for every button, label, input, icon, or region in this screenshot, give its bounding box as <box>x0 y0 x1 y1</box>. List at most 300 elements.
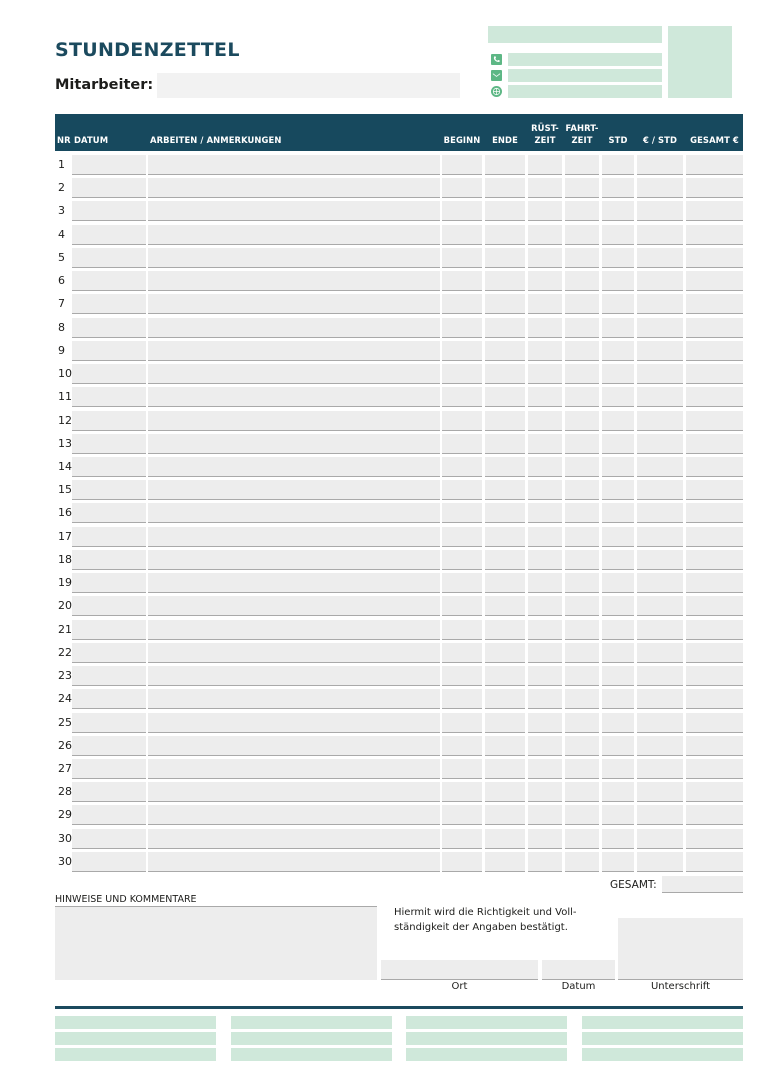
ruestzeit-cell[interactable] <box>528 736 562 756</box>
ruestzeit-cell[interactable] <box>528 364 562 384</box>
ende-cell[interactable] <box>485 294 525 314</box>
phone-field[interactable] <box>508 53 662 66</box>
std-cell[interactable] <box>602 364 634 384</box>
gesamt-cell[interactable] <box>686 503 743 523</box>
arbeiten-cell[interactable] <box>148 713 440 733</box>
beginn-cell[interactable] <box>442 248 482 268</box>
std-cell[interactable] <box>602 666 634 686</box>
arbeiten-cell[interactable] <box>148 527 440 547</box>
std-cell[interactable] <box>602 480 634 500</box>
datum-cell[interactable] <box>72 271 146 291</box>
fahrtzeit-cell[interactable] <box>565 759 599 779</box>
datum-cell[interactable] <box>72 411 146 431</box>
eur-std-cell[interactable] <box>637 294 683 314</box>
beginn-cell[interactable] <box>442 829 482 849</box>
eur-std-cell[interactable] <box>637 829 683 849</box>
beginn-cell[interactable] <box>442 201 482 221</box>
ruestzeit-cell[interactable] <box>528 550 562 570</box>
ende-cell[interactable] <box>485 643 525 663</box>
arbeiten-cell[interactable] <box>148 434 440 454</box>
beginn-cell[interactable] <box>442 759 482 779</box>
eur-std-cell[interactable] <box>637 550 683 570</box>
arbeiten-cell[interactable] <box>148 201 440 221</box>
arbeiten-cell[interactable] <box>148 643 440 663</box>
std-cell[interactable] <box>602 155 634 175</box>
fahrtzeit-cell[interactable] <box>565 782 599 802</box>
beginn-cell[interactable] <box>442 503 482 523</box>
datum-cell[interactable] <box>72 666 146 686</box>
beginn-cell[interactable] <box>442 736 482 756</box>
datum-cell[interactable] <box>72 573 146 593</box>
std-cell[interactable] <box>602 759 634 779</box>
ende-cell[interactable] <box>485 503 525 523</box>
notes-field[interactable] <box>55 906 377 980</box>
ruestzeit-cell[interactable] <box>528 318 562 338</box>
datum-cell[interactable] <box>72 596 146 616</box>
datum-cell[interactable] <box>72 248 146 268</box>
beginn-cell[interactable] <box>442 480 482 500</box>
gesamt-cell[interactable] <box>686 387 743 407</box>
gesamt-cell[interactable] <box>686 527 743 547</box>
datum-cell[interactable] <box>72 713 146 733</box>
ruestzeit-cell[interactable] <box>528 689 562 709</box>
arbeiten-cell[interactable] <box>148 620 440 640</box>
gesamt-cell[interactable] <box>686 573 743 593</box>
ruestzeit-cell[interactable] <box>528 573 562 593</box>
gesamt-cell[interactable] <box>686 852 743 872</box>
std-cell[interactable] <box>602 713 634 733</box>
ruestzeit-cell[interactable] <box>528 713 562 733</box>
eur-std-cell[interactable] <box>637 503 683 523</box>
footer-info-field[interactable] <box>582 1032 743 1045</box>
datum-cell[interactable] <box>72 178 146 198</box>
gesamt-cell[interactable] <box>686 829 743 849</box>
fahrtzeit-cell[interactable] <box>565 318 599 338</box>
gesamt-cell[interactable] <box>686 201 743 221</box>
fahrtzeit-cell[interactable] <box>565 271 599 291</box>
footer-info-field[interactable] <box>231 1032 392 1045</box>
footer-info-field[interactable] <box>582 1016 743 1029</box>
arbeiten-cell[interactable] <box>148 364 440 384</box>
eur-std-cell[interactable] <box>637 271 683 291</box>
ruestzeit-cell[interactable] <box>528 527 562 547</box>
arbeiten-cell[interactable] <box>148 782 440 802</box>
arbeiten-cell[interactable] <box>148 759 440 779</box>
ruestzeit-cell[interactable] <box>528 457 562 477</box>
ruestzeit-cell[interactable] <box>528 782 562 802</box>
beginn-cell[interactable] <box>442 411 482 431</box>
company-name-field[interactable] <box>488 26 662 43</box>
ende-cell[interactable] <box>485 829 525 849</box>
std-cell[interactable] <box>602 387 634 407</box>
arbeiten-cell[interactable] <box>148 294 440 314</box>
fahrtzeit-cell[interactable] <box>565 620 599 640</box>
datum-cell[interactable] <box>72 829 146 849</box>
eur-std-cell[interactable] <box>637 248 683 268</box>
fahrtzeit-cell[interactable] <box>565 689 599 709</box>
arbeiten-cell[interactable] <box>148 457 440 477</box>
ruestzeit-cell[interactable] <box>528 271 562 291</box>
fahrtzeit-cell[interactable] <box>565 411 599 431</box>
footer-info-field[interactable] <box>55 1016 216 1029</box>
gesamt-cell[interactable] <box>686 643 743 663</box>
fahrtzeit-cell[interactable] <box>565 736 599 756</box>
eur-std-cell[interactable] <box>637 643 683 663</box>
datum-cell[interactable] <box>72 318 146 338</box>
datum-cell[interactable] <box>72 457 146 477</box>
beginn-cell[interactable] <box>442 178 482 198</box>
beginn-cell[interactable] <box>442 457 482 477</box>
gesamt-cell[interactable] <box>686 759 743 779</box>
arbeiten-cell[interactable] <box>148 573 440 593</box>
date-field[interactable] <box>542 960 615 980</box>
eur-std-cell[interactable] <box>637 782 683 802</box>
datum-cell[interactable] <box>72 155 146 175</box>
datum-cell[interactable] <box>72 689 146 709</box>
beginn-cell[interactable] <box>442 620 482 640</box>
gesamt-cell[interactable] <box>686 155 743 175</box>
email-field[interactable] <box>508 69 662 82</box>
gesamt-cell[interactable] <box>686 620 743 640</box>
beginn-cell[interactable] <box>442 689 482 709</box>
ende-cell[interactable] <box>485 341 525 361</box>
std-cell[interactable] <box>602 689 634 709</box>
eur-std-cell[interactable] <box>637 201 683 221</box>
fahrtzeit-cell[interactable] <box>565 852 599 872</box>
beginn-cell[interactable] <box>442 550 482 570</box>
ruestzeit-cell[interactable] <box>528 294 562 314</box>
eur-std-cell[interactable] <box>637 805 683 825</box>
eur-std-cell[interactable] <box>637 736 683 756</box>
eur-std-cell[interactable] <box>637 364 683 384</box>
std-cell[interactable] <box>602 620 634 640</box>
std-cell[interactable] <box>602 248 634 268</box>
ruestzeit-cell[interactable] <box>528 805 562 825</box>
beginn-cell[interactable] <box>442 782 482 802</box>
footer-info-field[interactable] <box>231 1016 392 1029</box>
datum-cell[interactable] <box>72 341 146 361</box>
datum-cell[interactable] <box>72 201 146 221</box>
fahrtzeit-cell[interactable] <box>565 294 599 314</box>
fahrtzeit-cell[interactable] <box>565 829 599 849</box>
ruestzeit-cell[interactable] <box>528 480 562 500</box>
eur-std-cell[interactable] <box>637 457 683 477</box>
total-field[interactable] <box>662 876 743 893</box>
datum-cell[interactable] <box>72 782 146 802</box>
beginn-cell[interactable] <box>442 805 482 825</box>
ende-cell[interactable] <box>485 759 525 779</box>
arbeiten-cell[interactable] <box>148 805 440 825</box>
std-cell[interactable] <box>602 503 634 523</box>
footer-info-field[interactable] <box>406 1048 567 1061</box>
fahrtzeit-cell[interactable] <box>565 225 599 245</box>
ende-cell[interactable] <box>485 782 525 802</box>
fahrtzeit-cell[interactable] <box>565 643 599 663</box>
gesamt-cell[interactable] <box>686 294 743 314</box>
arbeiten-cell[interactable] <box>148 318 440 338</box>
signature-field[interactable] <box>618 918 743 980</box>
std-cell[interactable] <box>602 527 634 547</box>
arbeiten-cell[interactable] <box>148 411 440 431</box>
std-cell[interactable] <box>602 573 634 593</box>
employee-field[interactable] <box>157 73 460 98</box>
eur-std-cell[interactable] <box>637 596 683 616</box>
datum-cell[interactable] <box>72 805 146 825</box>
ende-cell[interactable] <box>485 178 525 198</box>
ruestzeit-cell[interactable] <box>528 643 562 663</box>
ruestzeit-cell[interactable] <box>528 387 562 407</box>
ende-cell[interactable] <box>485 457 525 477</box>
beginn-cell[interactable] <box>442 852 482 872</box>
fahrtzeit-cell[interactable] <box>565 201 599 221</box>
ruestzeit-cell[interactable] <box>528 201 562 221</box>
gesamt-cell[interactable] <box>686 364 743 384</box>
arbeiten-cell[interactable] <box>148 178 440 198</box>
gesamt-cell[interactable] <box>686 480 743 500</box>
ende-cell[interactable] <box>485 852 525 872</box>
beginn-cell[interactable] <box>442 318 482 338</box>
std-cell[interactable] <box>602 782 634 802</box>
fahrtzeit-cell[interactable] <box>565 457 599 477</box>
std-cell[interactable] <box>602 829 634 849</box>
gesamt-cell[interactable] <box>686 341 743 361</box>
gesamt-cell[interactable] <box>686 596 743 616</box>
datum-cell[interactable] <box>72 852 146 872</box>
std-cell[interactable] <box>602 550 634 570</box>
datum-cell[interactable] <box>72 736 146 756</box>
ruestzeit-cell[interactable] <box>528 666 562 686</box>
logo-placeholder[interactable] <box>668 26 732 98</box>
fahrtzeit-cell[interactable] <box>565 596 599 616</box>
arbeiten-cell[interactable] <box>148 666 440 686</box>
ende-cell[interactable] <box>485 736 525 756</box>
ruestzeit-cell[interactable] <box>528 434 562 454</box>
arbeiten-cell[interactable] <box>148 689 440 709</box>
std-cell[interactable] <box>602 457 634 477</box>
ende-cell[interactable] <box>485 434 525 454</box>
eur-std-cell[interactable] <box>637 620 683 640</box>
fahrtzeit-cell[interactable] <box>565 364 599 384</box>
eur-std-cell[interactable] <box>637 480 683 500</box>
gesamt-cell[interactable] <box>686 225 743 245</box>
eur-std-cell[interactable] <box>637 178 683 198</box>
beginn-cell[interactable] <box>442 434 482 454</box>
gesamt-cell[interactable] <box>686 457 743 477</box>
ruestzeit-cell[interactable] <box>528 852 562 872</box>
arbeiten-cell[interactable] <box>148 736 440 756</box>
eur-std-cell[interactable] <box>637 341 683 361</box>
std-cell[interactable] <box>602 411 634 431</box>
std-cell[interactable] <box>602 736 634 756</box>
arbeiten-cell[interactable] <box>148 829 440 849</box>
datum-cell[interactable] <box>72 225 146 245</box>
std-cell[interactable] <box>602 225 634 245</box>
beginn-cell[interactable] <box>442 271 482 291</box>
ende-cell[interactable] <box>485 201 525 221</box>
gesamt-cell[interactable] <box>686 434 743 454</box>
fahrtzeit-cell[interactable] <box>565 387 599 407</box>
fahrtzeit-cell[interactable] <box>565 434 599 454</box>
std-cell[interactable] <box>602 294 634 314</box>
ende-cell[interactable] <box>485 155 525 175</box>
beginn-cell[interactable] <box>442 643 482 663</box>
beginn-cell[interactable] <box>442 387 482 407</box>
ruestzeit-cell[interactable] <box>528 341 562 361</box>
fahrtzeit-cell[interactable] <box>565 178 599 198</box>
gesamt-cell[interactable] <box>686 178 743 198</box>
ruestzeit-cell[interactable] <box>528 759 562 779</box>
beginn-cell[interactable] <box>442 364 482 384</box>
place-field[interactable] <box>381 960 538 980</box>
std-cell[interactable] <box>602 643 634 663</box>
ende-cell[interactable] <box>485 805 525 825</box>
ende-cell[interactable] <box>485 573 525 593</box>
datum-cell[interactable] <box>72 550 146 570</box>
ende-cell[interactable] <box>485 411 525 431</box>
gesamt-cell[interactable] <box>686 736 743 756</box>
ende-cell[interactable] <box>485 318 525 338</box>
eur-std-cell[interactable] <box>637 225 683 245</box>
gesamt-cell[interactable] <box>686 666 743 686</box>
std-cell[interactable] <box>602 596 634 616</box>
ruestzeit-cell[interactable] <box>528 411 562 431</box>
fahrtzeit-cell[interactable] <box>565 341 599 361</box>
arbeiten-cell[interactable] <box>148 550 440 570</box>
ruestzeit-cell[interactable] <box>528 155 562 175</box>
arbeiten-cell[interactable] <box>148 155 440 175</box>
ruestzeit-cell[interactable] <box>528 225 562 245</box>
beginn-cell[interactable] <box>442 155 482 175</box>
fahrtzeit-cell[interactable] <box>565 527 599 547</box>
eur-std-cell[interactable] <box>637 759 683 779</box>
datum-cell[interactable] <box>72 527 146 547</box>
beginn-cell[interactable] <box>442 527 482 547</box>
arbeiten-cell[interactable] <box>148 271 440 291</box>
ende-cell[interactable] <box>485 271 525 291</box>
eur-std-cell[interactable] <box>637 852 683 872</box>
beginn-cell[interactable] <box>442 341 482 361</box>
eur-std-cell[interactable] <box>637 527 683 547</box>
eur-std-cell[interactable] <box>637 713 683 733</box>
footer-info-field[interactable] <box>55 1048 216 1061</box>
arbeiten-cell[interactable] <box>148 503 440 523</box>
gesamt-cell[interactable] <box>686 805 743 825</box>
ende-cell[interactable] <box>485 480 525 500</box>
ende-cell[interactable] <box>485 364 525 384</box>
std-cell[interactable] <box>602 271 634 291</box>
ende-cell[interactable] <box>485 713 525 733</box>
beginn-cell[interactable] <box>442 294 482 314</box>
ruestzeit-cell[interactable] <box>528 503 562 523</box>
footer-info-field[interactable] <box>55 1032 216 1045</box>
fahrtzeit-cell[interactable] <box>565 480 599 500</box>
ende-cell[interactable] <box>485 248 525 268</box>
fahrtzeit-cell[interactable] <box>565 713 599 733</box>
ende-cell[interactable] <box>485 225 525 245</box>
footer-info-field[interactable] <box>582 1048 743 1061</box>
arbeiten-cell[interactable] <box>148 248 440 268</box>
ende-cell[interactable] <box>485 620 525 640</box>
datum-cell[interactable] <box>72 480 146 500</box>
beginn-cell[interactable] <box>442 225 482 245</box>
arbeiten-cell[interactable] <box>148 480 440 500</box>
datum-cell[interactable] <box>72 759 146 779</box>
fahrtzeit-cell[interactable] <box>565 666 599 686</box>
gesamt-cell[interactable] <box>686 411 743 431</box>
ende-cell[interactable] <box>485 527 525 547</box>
ende-cell[interactable] <box>485 387 525 407</box>
std-cell[interactable] <box>602 805 634 825</box>
arbeiten-cell[interactable] <box>148 341 440 361</box>
website-field[interactable] <box>508 85 662 98</box>
fahrtzeit-cell[interactable] <box>565 805 599 825</box>
eur-std-cell[interactable] <box>637 434 683 454</box>
ende-cell[interactable] <box>485 666 525 686</box>
datum-cell[interactable] <box>72 364 146 384</box>
eur-std-cell[interactable] <box>637 411 683 431</box>
std-cell[interactable] <box>602 341 634 361</box>
fahrtzeit-cell[interactable] <box>565 573 599 593</box>
ende-cell[interactable] <box>485 550 525 570</box>
gesamt-cell[interactable] <box>686 689 743 709</box>
std-cell[interactable] <box>602 318 634 338</box>
arbeiten-cell[interactable] <box>148 387 440 407</box>
ende-cell[interactable] <box>485 596 525 616</box>
std-cell[interactable] <box>602 178 634 198</box>
gesamt-cell[interactable] <box>686 271 743 291</box>
ruestzeit-cell[interactable] <box>528 178 562 198</box>
eur-std-cell[interactable] <box>637 318 683 338</box>
datum-cell[interactable] <box>72 643 146 663</box>
beginn-cell[interactable] <box>442 573 482 593</box>
std-cell[interactable] <box>602 434 634 454</box>
beginn-cell[interactable] <box>442 596 482 616</box>
eur-std-cell[interactable] <box>637 666 683 686</box>
gesamt-cell[interactable] <box>686 318 743 338</box>
arbeiten-cell[interactable] <box>148 596 440 616</box>
eur-std-cell[interactable] <box>637 689 683 709</box>
fahrtzeit-cell[interactable] <box>565 155 599 175</box>
fahrtzeit-cell[interactable] <box>565 503 599 523</box>
datum-cell[interactable] <box>72 503 146 523</box>
arbeiten-cell[interactable] <box>148 852 440 872</box>
gesamt-cell[interactable] <box>686 782 743 802</box>
datum-cell[interactable] <box>72 387 146 407</box>
datum-cell[interactable] <box>72 434 146 454</box>
footer-info-field[interactable] <box>406 1032 567 1045</box>
eur-std-cell[interactable] <box>637 573 683 593</box>
ruestzeit-cell[interactable] <box>528 248 562 268</box>
gesamt-cell[interactable] <box>686 550 743 570</box>
std-cell[interactable] <box>602 201 634 221</box>
datum-cell[interactable] <box>72 620 146 640</box>
footer-info-field[interactable] <box>406 1016 567 1029</box>
fahrtzeit-cell[interactable] <box>565 248 599 268</box>
gesamt-cell[interactable] <box>686 248 743 268</box>
ruestzeit-cell[interactable] <box>528 620 562 640</box>
gesamt-cell[interactable] <box>686 713 743 733</box>
ruestzeit-cell[interactable] <box>528 829 562 849</box>
eur-std-cell[interactable] <box>637 387 683 407</box>
footer-info-field[interactable] <box>231 1048 392 1061</box>
ende-cell[interactable] <box>485 689 525 709</box>
beginn-cell[interactable] <box>442 713 482 733</box>
beginn-cell[interactable] <box>442 666 482 686</box>
datum-cell[interactable] <box>72 294 146 314</box>
fahrtzeit-cell[interactable] <box>565 550 599 570</box>
arbeiten-cell[interactable] <box>148 225 440 245</box>
eur-std-cell[interactable] <box>637 155 683 175</box>
